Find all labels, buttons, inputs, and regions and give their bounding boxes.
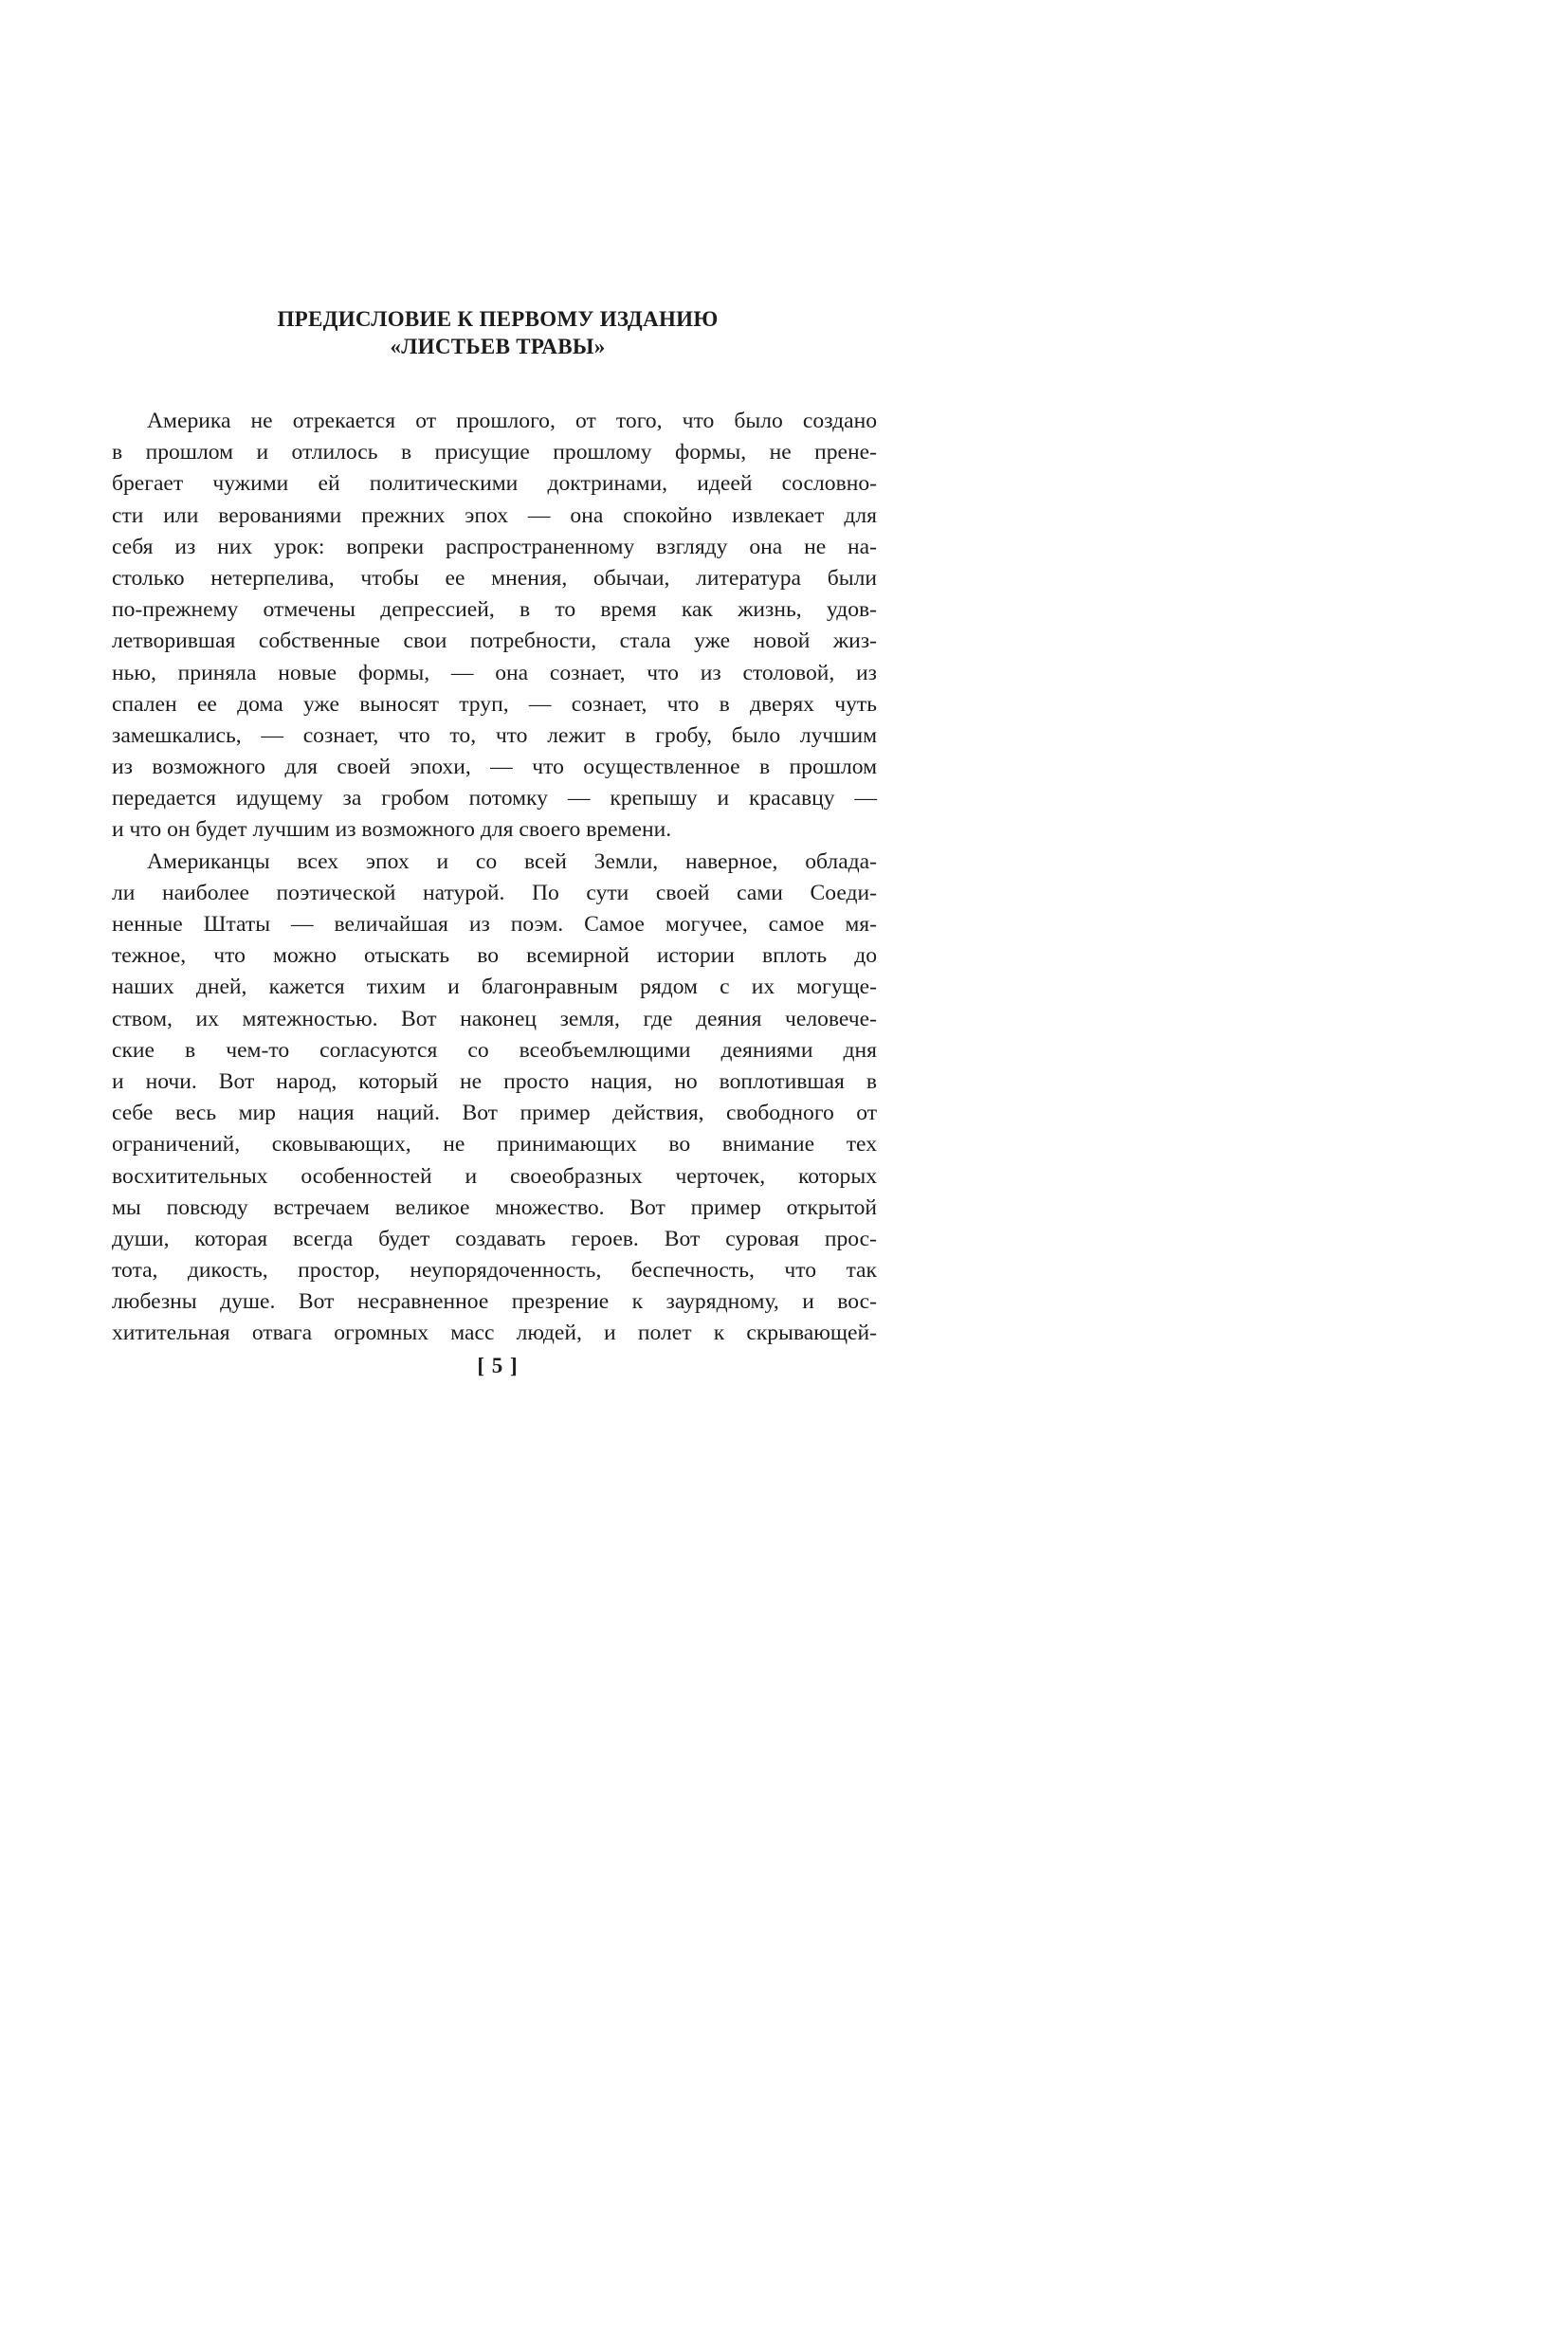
text-line: ские в чем-то согласуются со всеобъемлющими деяниями дня xyxy=(112,1037,877,1063)
text-line: ли наиболее поэтической натурой. По сути своей сами Соеди- xyxy=(112,880,877,905)
text-line: ограничений, сковывающих, не принимающих во внимание тех xyxy=(112,1132,877,1157)
text-line: сти или верованиями прежних эпох — она спокойно извлекает для xyxy=(112,502,877,528)
text-line: ненные Штаты — величайшая из поэм. Самое могучее, самое мя- xyxy=(112,912,877,937)
text-line: по-прежнему отмечены депрессией, в то время как жизнь, удов- xyxy=(112,597,877,623)
text-line: мы повсюду встречаем великое множество. Вот пример открытой xyxy=(112,1194,877,1220)
text-line: летворившая собственные свои потребности, стала уже новой жиз- xyxy=(112,629,877,654)
text-line: Америка не отрекается от прошлого, от того, что было создано xyxy=(147,409,877,433)
text-line: любезны душе. Вот несравненное презрение к заурядному, и вос- xyxy=(112,1289,877,1315)
text-line: замешкались, — сознает, что то, что лежит в гробу, было лучшим xyxy=(112,722,877,748)
text-line: наших дней, кажется тихим и благонравным рядом с их могуще- xyxy=(112,975,877,1000)
text-line: хитительная отвага огромных масс людей, и полет к скрывающей- xyxy=(112,1321,877,1346)
text-line: столько нетерпелива, чтобы ее мнения, обычаи, литература были xyxy=(112,565,877,591)
text-line: восхитительных особенностей и своеобразных черточек, которых xyxy=(112,1163,877,1189)
text-line: души, которая всегда будет создавать героев. Вот суровая прос- xyxy=(112,1226,877,1251)
text-line: нью, приняла новые формы, — она сознает, что из столовой, из xyxy=(112,660,877,685)
text-line: передается идущему за гробом потомку — крепышу и красавцу — xyxy=(112,786,877,811)
text-line: тота, дикость, простор, неупорядоченность, беспечность, что так xyxy=(112,1258,877,1284)
text-line: ством, их мятежностью. Вот наконец земля, где деяния человече- xyxy=(112,1006,877,1031)
paragraph-1 xyxy=(112,406,877,847)
text-line: в прошлом и отлилось в присущие прошлому формы, не прене- xyxy=(112,440,877,465)
paragraph-2 xyxy=(112,847,877,1350)
text-line: и ночи. Вот народ, который не просто нация, но воплотившая в xyxy=(112,1068,877,1094)
text-line: тежное, что можно отыскать во всемирной истории вплоть до xyxy=(112,943,877,969)
text-line: и что он будет лучшим из возможного для своего времени. xyxy=(112,817,672,843)
page-number: [ 5 ] xyxy=(477,1354,519,1377)
text-line: себя из них урок: вопреки распространенному взгляду она не на- xyxy=(112,534,877,559)
text-line: Американцы всех эпох и со всей Земли, наверное, облада- xyxy=(147,848,877,874)
text-line: спален ее дома уже выносят труп, — сознает, что в дверях чуть xyxy=(112,691,877,717)
text-line: из возможного для своей эпохи, — что осуществленное в прошлом xyxy=(112,755,877,780)
text-line: брегает чужими ей политическими доктринами, идеей сословно- xyxy=(112,471,877,497)
body-text xyxy=(112,406,877,1350)
chapter-title-line-2: «ЛИСТЬЕВ ТРАВЫ» xyxy=(390,335,606,358)
chapter-title-line-1: ПРЕДИСЛОВИЕ К ПЕРВОМУ ИЗДАНИЮ xyxy=(277,307,719,331)
chapter-title xyxy=(0,305,995,360)
text-line: себе весь мир нация наций. Вот пример действия, свободного от xyxy=(112,1101,877,1126)
